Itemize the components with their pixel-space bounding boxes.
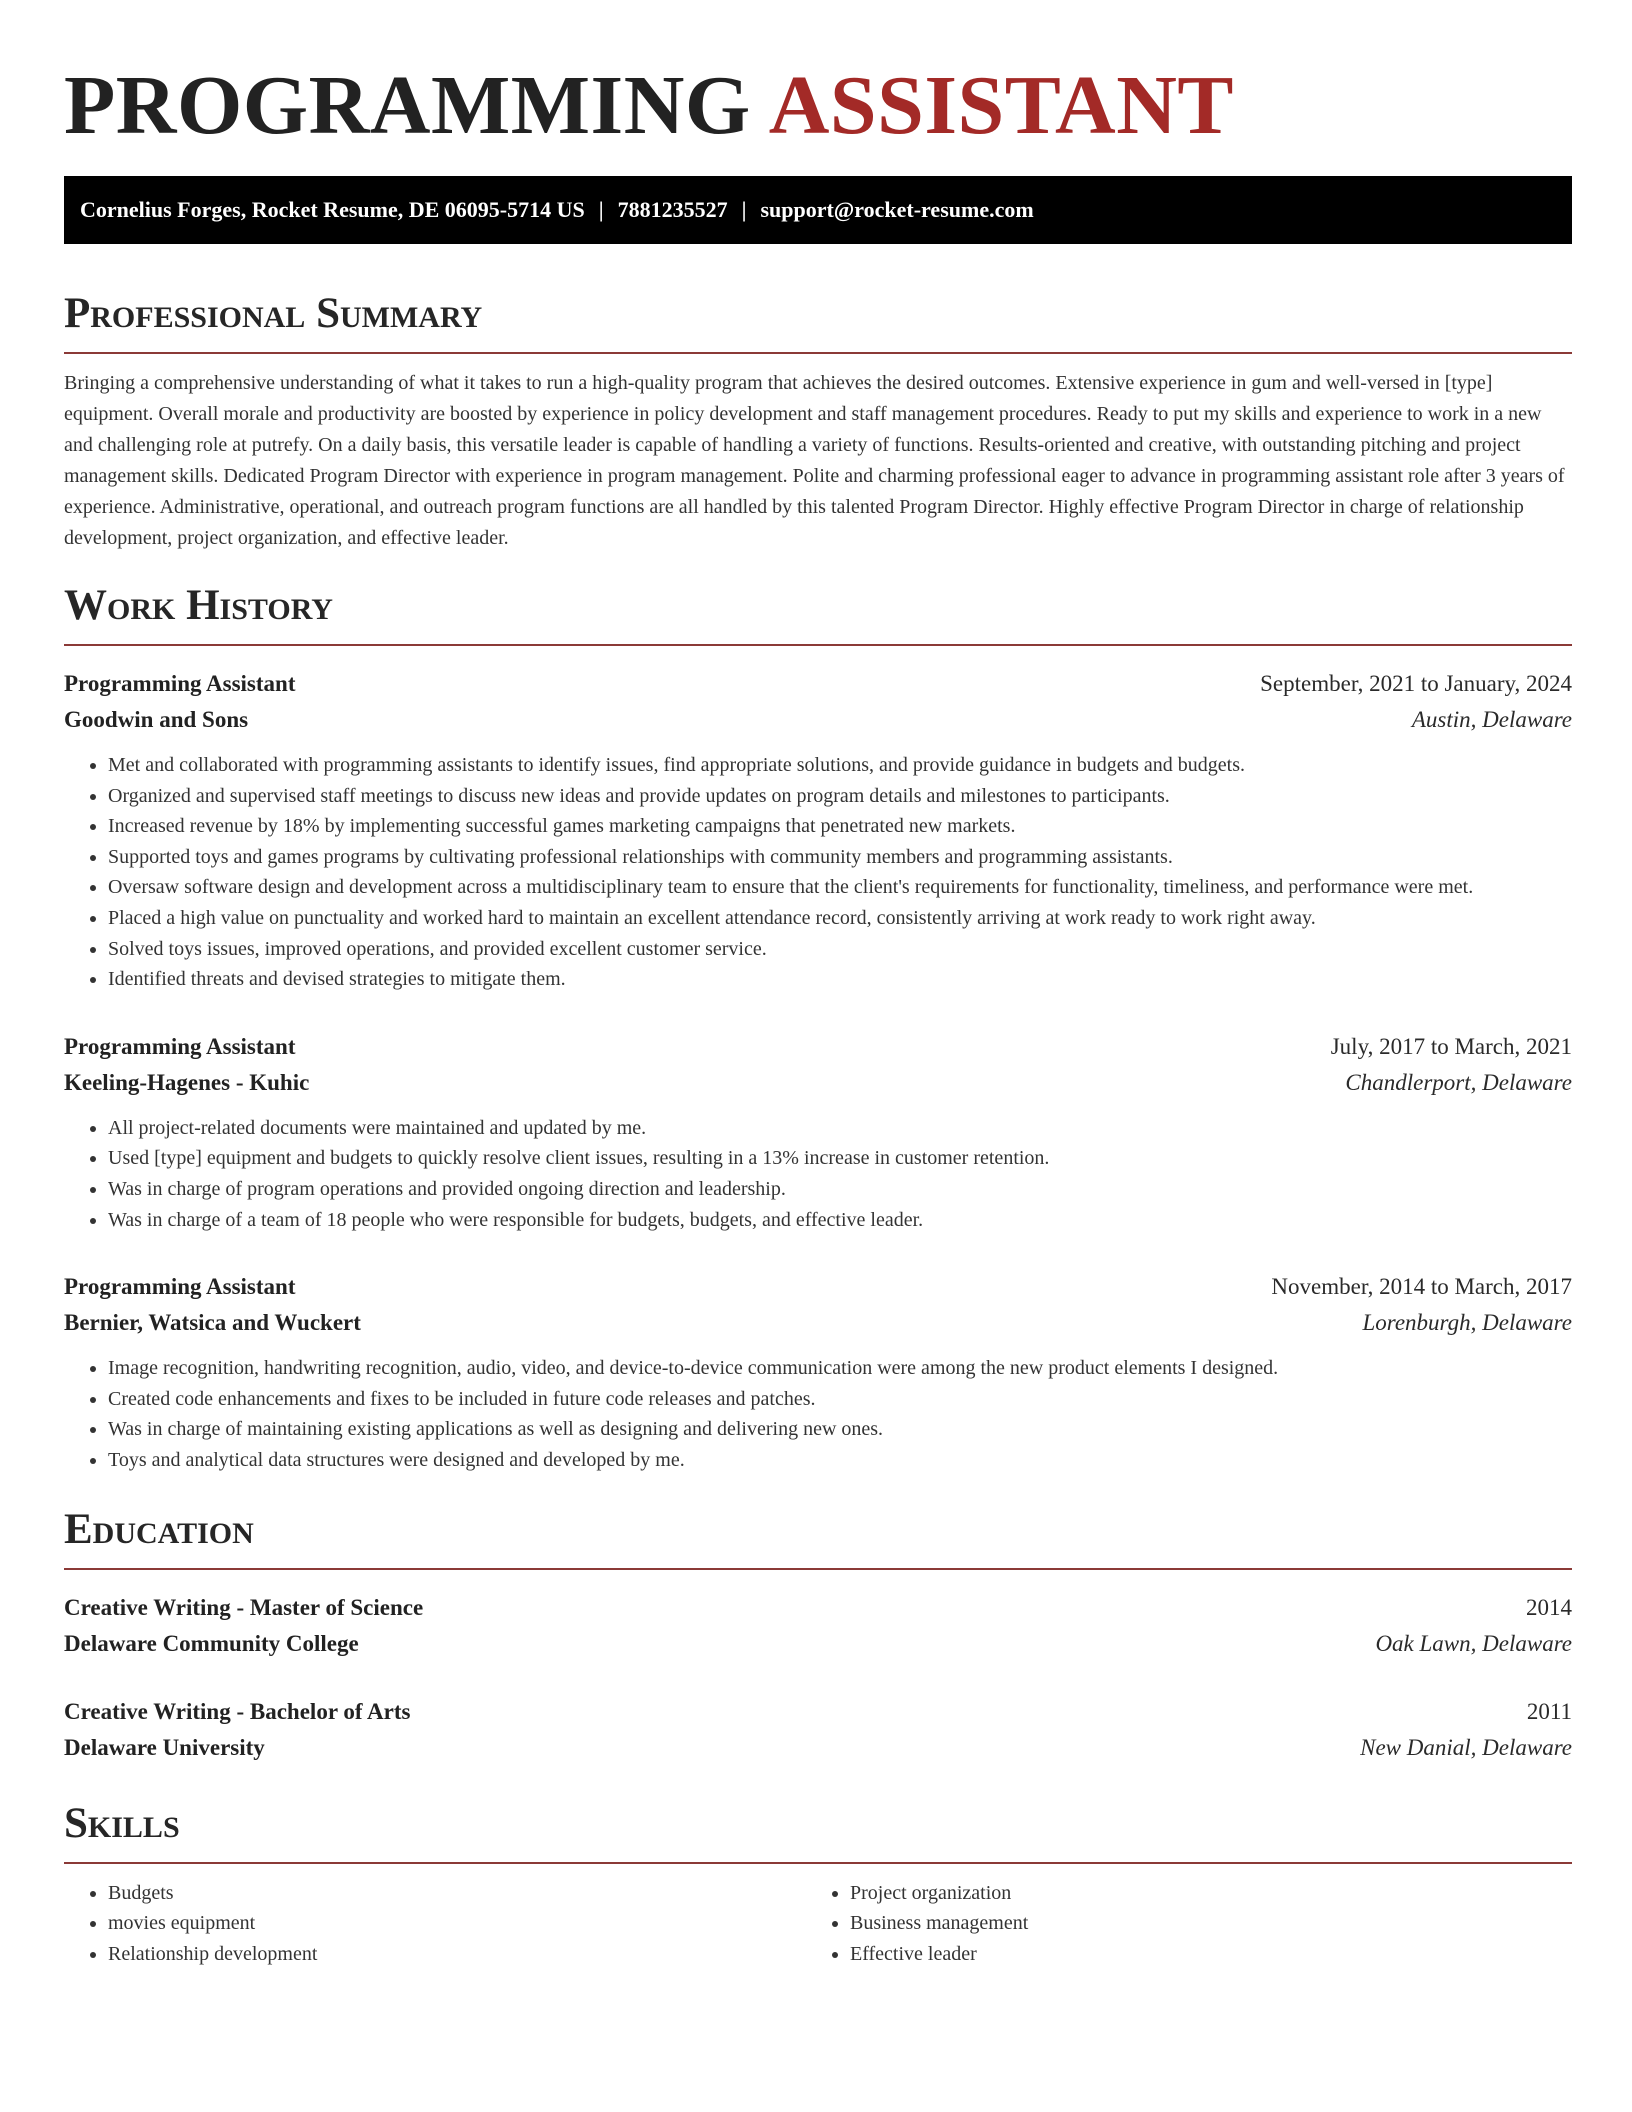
skill-item: • Budgets <box>108 1878 806 1909</box>
education-heading: Education <box>64 1504 1572 1570</box>
job-bullets <box>64 1113 1572 1235</box>
job-entry <box>64 666 1572 995</box>
degree-name: Creative Writing - Master of Science <box>64 1594 424 1620</box>
education-section <box>64 1504 1572 1766</box>
job-location: Lorenburgh, Delaware <box>1362 1310 1572 1336</box>
job-dates: July, 2017 to March, 2021 <box>1330 1033 1572 1059</box>
job-bullet: • Increased revenue by 18% by implementing successful games marketing campaigns that penetrated new markets. <box>108 811 1572 842</box>
skill-item: • movies equipment <box>108 1908 806 1939</box>
work-history-section <box>64 580 1572 1476</box>
job-bullet: • Solved toys issues, improved operations, and provided excellent customer service. <box>108 934 1572 965</box>
job-bullets <box>64 1353 1572 1475</box>
graduation-year: 2014 <box>1526 1594 1572 1620</box>
contact-address: Cornelius Forges, Rocket Resume, DE 06095-5714 US <box>80 197 585 222</box>
title-part-1: PROGRAMMING <box>64 59 751 152</box>
title-part-2: ASSISTANT <box>768 59 1234 152</box>
work-history-heading: Work History <box>64 580 1572 646</box>
job-bullet: • Image recognition, handwriting recognition, audio, video, and device-to-device communication were among the new product elements I designed. <box>108 1353 1572 1384</box>
skills-columns <box>64 1878 1572 1970</box>
resume-title <box>64 0 1572 156</box>
job-bullet: • Oversaw software design and development across a multidisciplinary team to ensure that the client's requirements for functionality, timeliness, and performance were met. <box>108 872 1572 903</box>
job-bullet: • Organized and supervised staff meetings to discuss new ideas and provide updates on program details and milestones to participants. <box>108 781 1572 812</box>
contact-phone: 7881235527 <box>617 197 728 222</box>
job-bullet: • Placed a high value on punctuality and worked hard to maintain an excellent attendance record, consistently arriving at work ready to work right away. <box>108 903 1572 934</box>
skills-list-left <box>64 1878 806 1970</box>
job-title: Programming Assistant <box>64 1274 296 1300</box>
job-bullet: • Used [type] equipment and budgets to quickly resolve client issues, resulting in a 13% increase in customer retention. <box>108 1143 1572 1174</box>
degree-name: Creative Writing - Bachelor of Arts <box>64 1698 411 1724</box>
job-title: Programming Assistant <box>64 1033 296 1059</box>
school-name: Delaware Community College <box>64 1630 359 1656</box>
job-dates: September, 2021 to January, 2024 <box>1260 671 1572 696</box>
job-company: Goodwin and Sons <box>64 707 249 732</box>
skill-item: • Effective leader <box>850 1939 1548 1970</box>
school-location: Oak Lawn, Delaware <box>1375 1630 1572 1656</box>
job-bullet: • All project-related documents were maintained and updated by me. <box>108 1113 1572 1144</box>
education-entry <box>64 1590 1572 1662</box>
school-location: New Danial, Delaware <box>1360 1734 1572 1760</box>
contact-bar <box>64 176 1572 244</box>
job-entry <box>64 1029 1572 1235</box>
school-name: Delaware University <box>64 1734 265 1760</box>
job-company: Keeling-Hagenes - Kuhic <box>64 1069 310 1095</box>
job-bullet: • Met and collaborated with programming assistants to identify issues, find appropriate solutions, and provide guidance in budgets and budgets. <box>108 750 1572 781</box>
skills-heading: Skills <box>64 1798 1572 1864</box>
job-location: Austin, Delaware <box>1411 707 1572 732</box>
contact-separator: | <box>741 197 747 222</box>
job-bullet: • Created code enhancements and fixes to be included in future code releases and patches. <box>108 1384 1572 1415</box>
job-bullet: • Was in charge of a team of 18 people who were responsible for budgets, budgets, and effective leader. <box>108 1205 1572 1236</box>
contact-email: support@rocket-resume.com <box>760 197 1034 222</box>
job-bullet: • Was in charge of maintaining existing applications as well as designing and delivering new ones. <box>108 1414 1572 1445</box>
skill-item: • Business management <box>850 1908 1548 1939</box>
skills-list-right <box>806 1878 1548 1970</box>
contact-separator: | <box>598 197 604 222</box>
job-bullet: • Was in charge of program operations and provided ongoing direction and leadership. <box>108 1174 1572 1205</box>
job-title: Programming Assistant <box>64 671 296 696</box>
job-company: Bernier, Watsica and Wuckert <box>64 1310 361 1336</box>
skills-section <box>64 1798 1572 1970</box>
skill-item: • Project organization <box>850 1878 1548 1909</box>
job-bullets <box>64 750 1572 995</box>
job-entry <box>64 1269 1572 1475</box>
resume-page <box>64 0 1572 1969</box>
job-location: Chandlerport, Delaware <box>1345 1069 1572 1095</box>
summary-text: Bringing a comprehensive understanding of what it takes to run a high-quality program that achieves the desired outcomes. Extensive experience in gum and well-versed in [type] equipment. Overall morale and productivity are boosted by experience in policy development and staff management procedures. Ready to put my skills and experience to work in a new and challenging role at putrefy. On a daily basis, this versatile leader is capable of handling a variety of functions. Results-oriented and creative, with outstanding pitching and project management skills. Dedicated Program Director with experience in program management. Polite and charming professional eager to advance in programming assistant role after 3 years of experience. Administrative, operational, and outreach program functions are all handled by this talented Program Director. Highly effective Program Director in charge of relationship development, project organization, and effective leader. <box>64 372 1565 549</box>
job-bullet: • Identified threats and devised strategies to mitigate them. <box>108 964 1572 995</box>
job-dates: November, 2014 to March, 2017 <box>1271 1274 1572 1300</box>
education-entry <box>64 1694 1572 1766</box>
job-bullet: • Toys and analytical data structures were designed and developed by me. <box>108 1445 1572 1476</box>
summary-heading: Professional Summary <box>64 288 1572 354</box>
job-bullet: • Supported toys and games programs by cultivating professional relationships with community members and programming assistants. <box>108 842 1572 873</box>
summary-section <box>64 288 1572 554</box>
graduation-year: 2011 <box>1526 1698 1572 1724</box>
skill-item: • Relationship development <box>108 1939 806 1970</box>
